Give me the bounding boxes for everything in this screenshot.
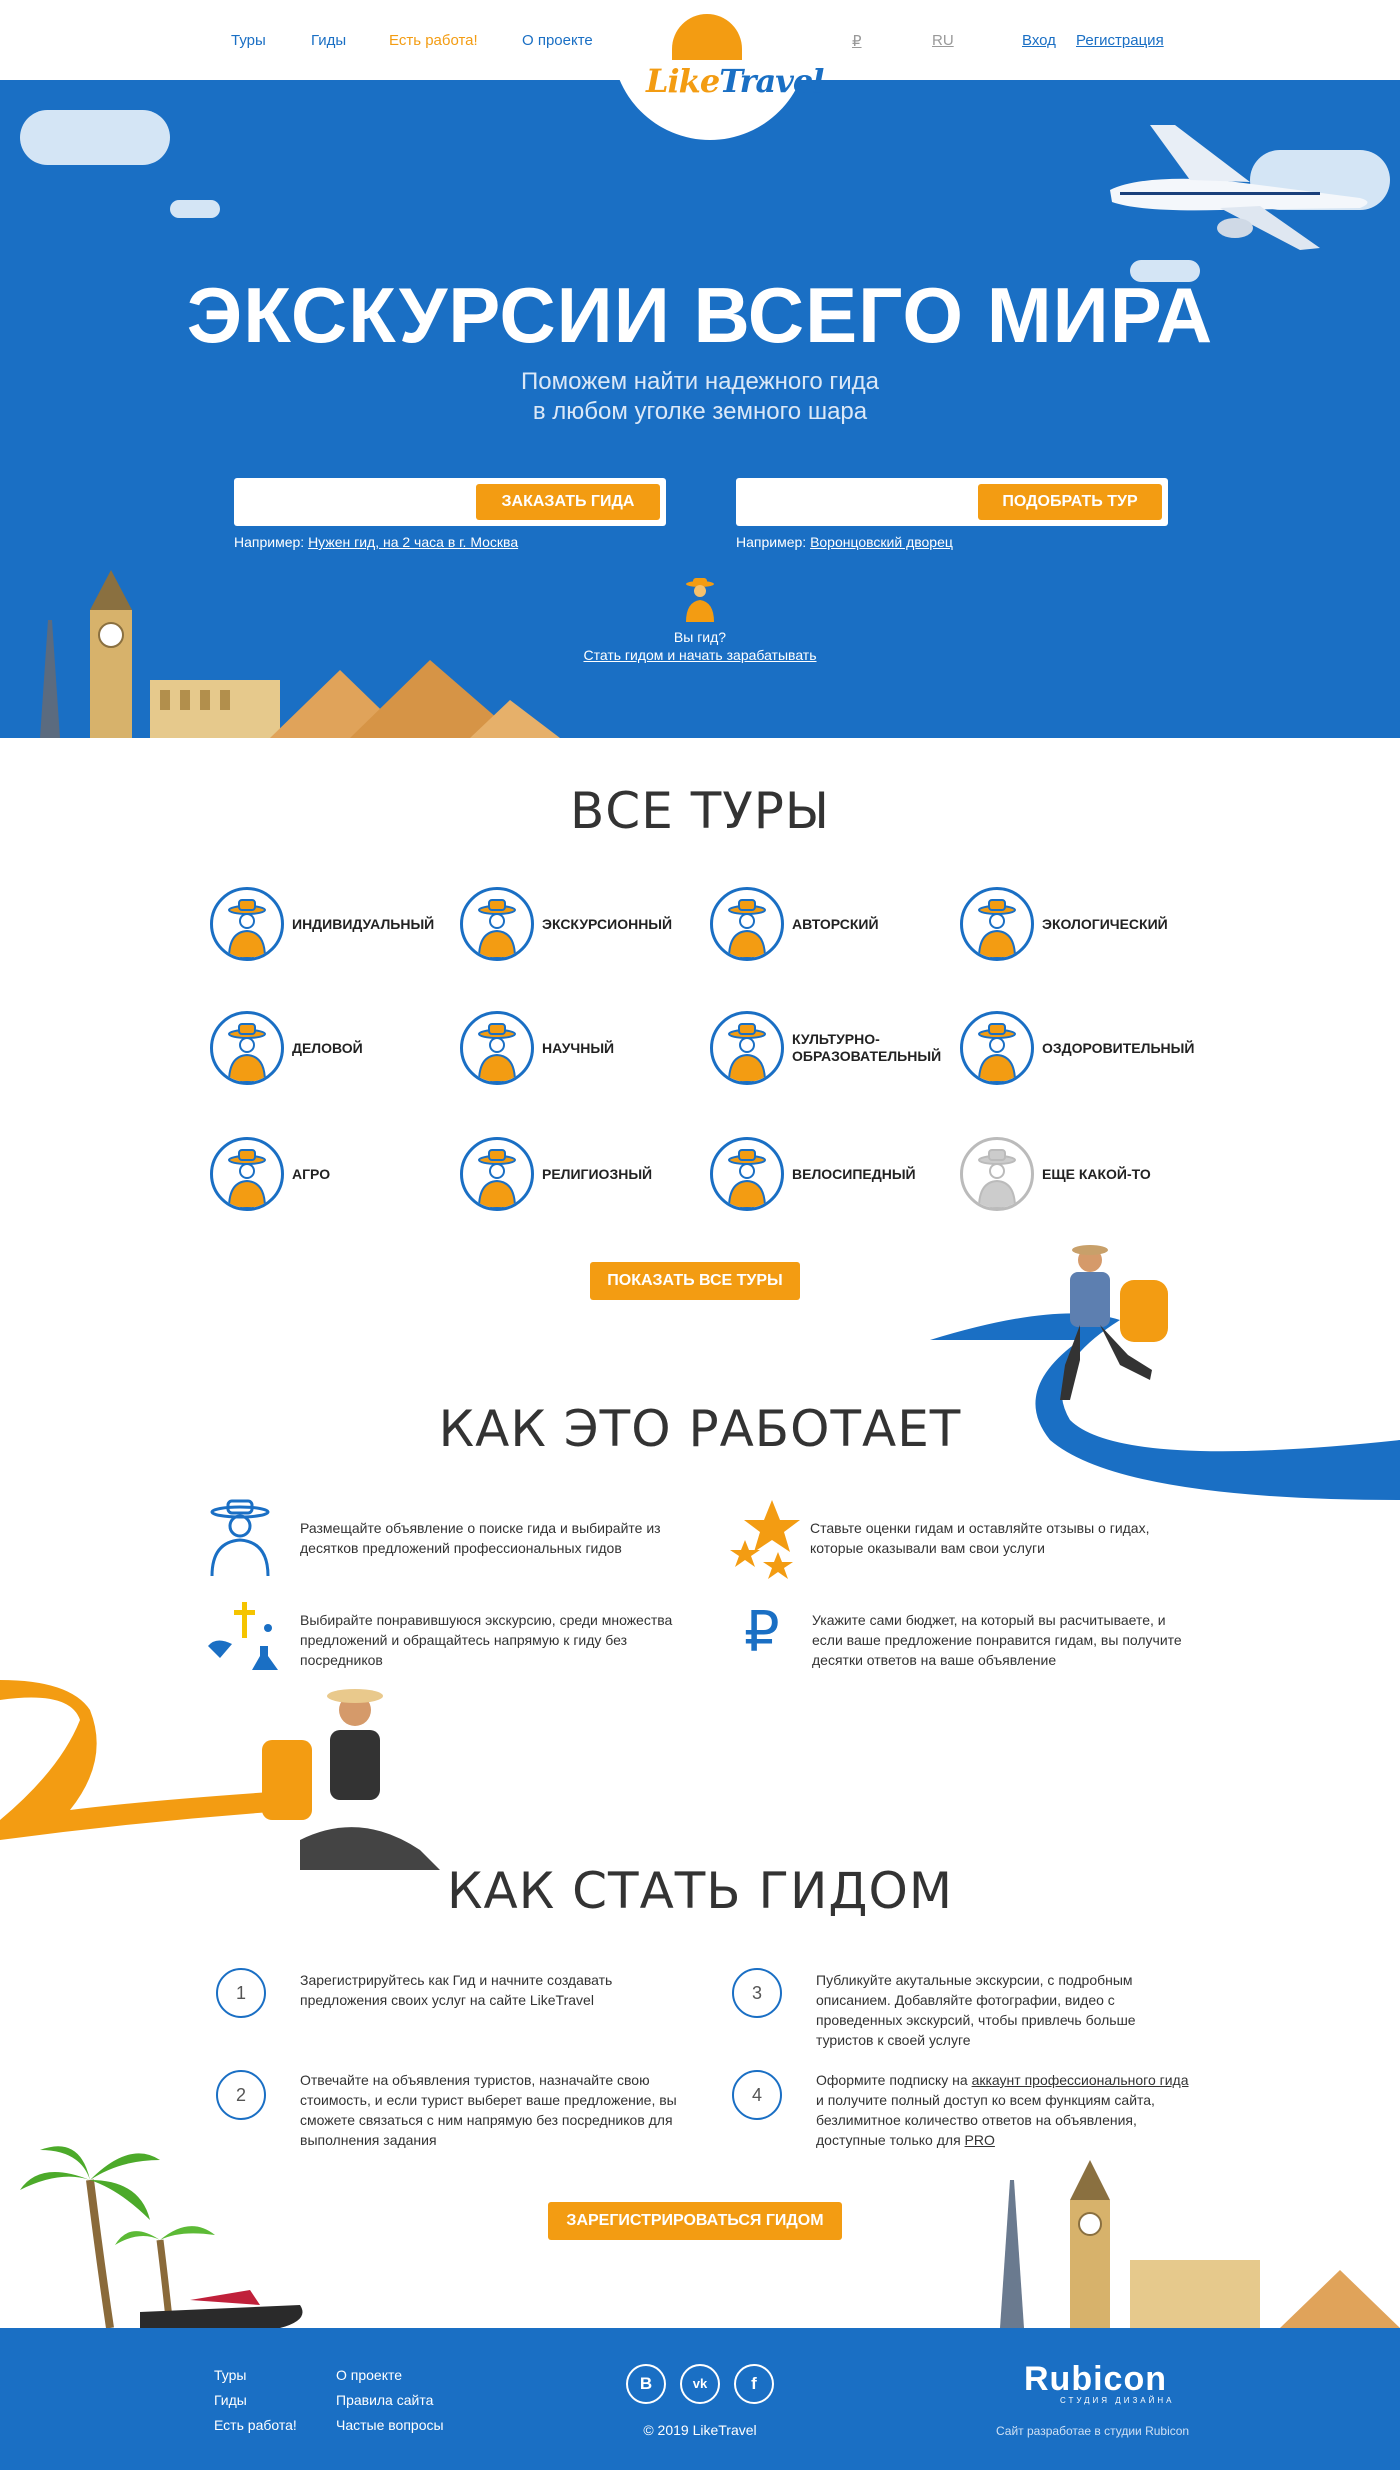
tour-type-label: ЕЩЕ КАКОЙ-ТО [1042, 1165, 1151, 1182]
footer-link-faq[interactable]: Частые вопросы [336, 2417, 444, 2433]
ruble-icon: ₽ [744, 1600, 780, 1665]
order-guide-button[interactable]: ЗАКАЗАТЬ ГИДА [476, 484, 660, 520]
tour-example [736, 534, 953, 550]
footer-link-about[interactable]: О проекте [336, 2367, 403, 2383]
pro-link[interactable]: PRO [964, 2132, 995, 2148]
cloud-icon [20, 110, 170, 165]
landmarks-illustration [0, 560, 560, 738]
find-tour-button[interactable]: ПОДОБРАТЬ ТУР [978, 484, 1162, 520]
tour-type-item[interactable] [460, 884, 700, 964]
how-item-2: Ставьте оценки гидам и оставляйте отзывы о гидах, которые оказывали вам свои услуги [810, 1520, 1150, 1556]
hero-section [0, 80, 1400, 738]
agro-icon [210, 1137, 284, 1211]
rubicon-subtitle: СТУДИЯ ДИЗАЙНА [1060, 2396, 1175, 2405]
science-icon [460, 1011, 534, 1085]
nav-about[interactable]: О проекте [522, 32, 593, 49]
author-icon [710, 887, 784, 961]
tours-title: ВСЕ ТУРЫ [570, 782, 830, 840]
tour-search-input[interactable] [746, 486, 976, 518]
science-religion-icon [206, 1600, 282, 1672]
tour-type-label: ИНДИВИДУАЛЬНЫЙ [292, 915, 435, 932]
tour-type-item[interactable] [460, 1008, 700, 1088]
tour-type-item[interactable] [460, 1134, 700, 1214]
footer-link-rules[interactable]: Правила сайта [336, 2392, 434, 2408]
tour-type-item[interactable] [960, 1008, 1200, 1088]
become-guide-link[interactable]: Стать гидом и начать зарабатывать [583, 647, 817, 663]
step-text-4-a: Оформите подписку на [816, 2072, 972, 2088]
vk-b-icon[interactable]: B [626, 2364, 666, 2404]
currency-switch[interactable]: ₽ [852, 33, 862, 50]
language-switch[interactable]: RU [932, 32, 954, 49]
tour-type-label: ЭКСКУРСИОННЫЙ [542, 915, 673, 932]
tour-type-item[interactable] [960, 884, 1200, 964]
airplane-icon [1100, 120, 1380, 250]
religious-icon [460, 1137, 534, 1211]
stars-icon [730, 1500, 800, 1580]
step-number-3: 3 [732, 1968, 782, 2018]
blue-swoosh-decoration [920, 1240, 1400, 1500]
how-item-3: Выбирайте понравившуюся экскурсию, среди множества предложений и обращайтесь напрямую к гиду без посредников [300, 1612, 673, 1668]
education-icon [710, 1011, 784, 1085]
register-link[interactable]: Регистрация [1076, 32, 1164, 49]
how-item-1: Размещайте объявление о поиске гида и выбирайте из десятков предложений профессиональных гидов [300, 1520, 661, 1556]
guide-person-icon [684, 576, 716, 622]
pro-account-link[interactable]: аккаунт профессионального гида [971, 2072, 1189, 2088]
health-icon [960, 1011, 1034, 1085]
hero-title: ЭКСКУРСИИ ВСЕГО МИРА [186, 271, 1214, 359]
step-text-4 [816, 2070, 1196, 2150]
nav-tours[interactable]: Туры [231, 32, 266, 49]
ecology-icon [960, 887, 1034, 961]
footer-link-jobs[interactable]: Есть работа! [214, 2417, 297, 2433]
hero-subtitle [0, 367, 1400, 427]
tour-type-item[interactable] [710, 1134, 950, 1214]
guide-example [234, 534, 518, 550]
logo-travel: Travel [719, 62, 824, 100]
step-number-2: 2 [216, 2070, 266, 2120]
step-number-1: 1 [216, 1968, 266, 2018]
tour-type-item[interactable] [710, 1008, 950, 1088]
step-text-1: Зарегистрируйтесь как Гид и начните создавать предложения своих услуг на сайте LikeTravel [300, 1972, 613, 2008]
studio-credit: Сайт разработае в студии Rubicon [996, 2424, 1190, 2438]
become-title: КАК СТАТЬ ГИДОМ [447, 1862, 953, 1920]
how-item-4: Укажите сами бюджет, на который вы расчитываете, и если ваше предложение понравится гидам, вы получите десятки ответов на ваше объявление [812, 1612, 1182, 1668]
tour-example-link[interactable]: Воронцовский дворец [810, 534, 953, 550]
tour-type-label: АГРО [292, 1165, 331, 1182]
individual-icon [210, 887, 284, 961]
facebook-icon[interactable]: f [734, 2364, 774, 2404]
step-number-4: 4 [732, 2070, 782, 2120]
tour-type-label: ЭКОЛОГИЧЕСКИЙ [1042, 915, 1168, 932]
rubicon-logo[interactable]: Rubicon [1024, 2360, 1167, 2398]
how-title: КАК ЭТО РАБОТАЕТ [438, 1400, 962, 1458]
tour-type-label: КУЛЬТУРНО- ОБРАЗОВАТЕЛЬНЫЙ [792, 1031, 942, 1064]
landmarks-right-illustration [980, 2160, 1400, 2328]
palm-jetski-illustration [20, 2140, 320, 2328]
tour-type-label: ВЕЛОСИПЕДНЫЙ [792, 1165, 916, 1182]
copyright: © 2019 LikeTravel [643, 2422, 757, 2438]
footer-link-guides[interactable]: Гиды [214, 2392, 247, 2408]
nav-jobs[interactable]: Есть работа! [389, 32, 478, 49]
guide-search-box [234, 478, 666, 526]
logo[interactable] [646, 62, 823, 100]
tour-type-label: РЕЛИГИОЗНЫЙ [542, 1165, 653, 1182]
tour-type-label: АВТОРСКИЙ [792, 915, 879, 932]
tour-search-box [736, 478, 1168, 526]
step-text-4-b: и получите полный доступ ко всем функциям сайта, безлимитное количество ответов на объявления, доступные только для [816, 2092, 1155, 2148]
tour-type-item[interactable] [210, 1008, 450, 1088]
guide-question: Вы гид? [673, 629, 727, 645]
tour-type-item[interactable] [710, 884, 950, 964]
step-text-3: Публикуйте акутальные экскурсии, с подробным описанием. Добавляйте фотографии, видео с проведенных экскурсий, чтобы привлечь больше туристов к своей услуге [816, 1972, 1136, 2048]
excursion-icon [460, 887, 534, 961]
logo-like: Like [646, 62, 720, 100]
guide-example-prefix: Например: [234, 534, 305, 550]
guide-example-link[interactable]: Нужен гид, на 2 часа в г. Москва [308, 534, 519, 550]
orange-swoosh-decoration [0, 1680, 460, 1880]
vk-icon[interactable]: vk [680, 2364, 720, 2404]
login-link[interactable]: Вход [1022, 32, 1056, 49]
tour-type-item[interactable] [210, 1134, 450, 1214]
cloud-icon [170, 200, 220, 218]
tour-type-label: ОЗДОРОВИТЕЛЬНЫЙ [1042, 1039, 1195, 1056]
guide-search-input[interactable] [244, 486, 474, 518]
step-text-2: Отвечайте на объявления туристов, назначайте свою стоимость, и если турист выберет ваше предложение, вы сможете связаться с ним напрямую без посредников для выполнения задания [300, 2072, 677, 2148]
other-icon [960, 1137, 1034, 1211]
nav-guides[interactable]: Гиды [311, 32, 347, 49]
hero-subtitle-line2: в любом уголке земного шара [532, 398, 868, 425]
tour-example-prefix: Например: [736, 534, 807, 550]
hero-subtitle-line1: Поможем найти надежного гида [521, 368, 879, 395]
business-icon [210, 1011, 284, 1085]
register-guide-button[interactable]: ЗАРЕГИСТРИРОВАТЬСЯ ГИДОМ [548, 2202, 842, 2240]
bicycle-icon [710, 1137, 784, 1211]
tour-type-label: НАУЧНЫЙ [542, 1039, 615, 1056]
tour-type-label: ДЕЛОВОЙ [292, 1039, 363, 1056]
traveller-icon [208, 1498, 272, 1578]
show-all-tours-button[interactable]: ПОКАЗАТЬ ВСЕ ТУРЫ [590, 1262, 800, 1300]
tour-type-item[interactable] [210, 884, 450, 964]
tour-type-item[interactable] [960, 1134, 1200, 1214]
footer-link-tours[interactable]: Туры [214, 2367, 247, 2383]
